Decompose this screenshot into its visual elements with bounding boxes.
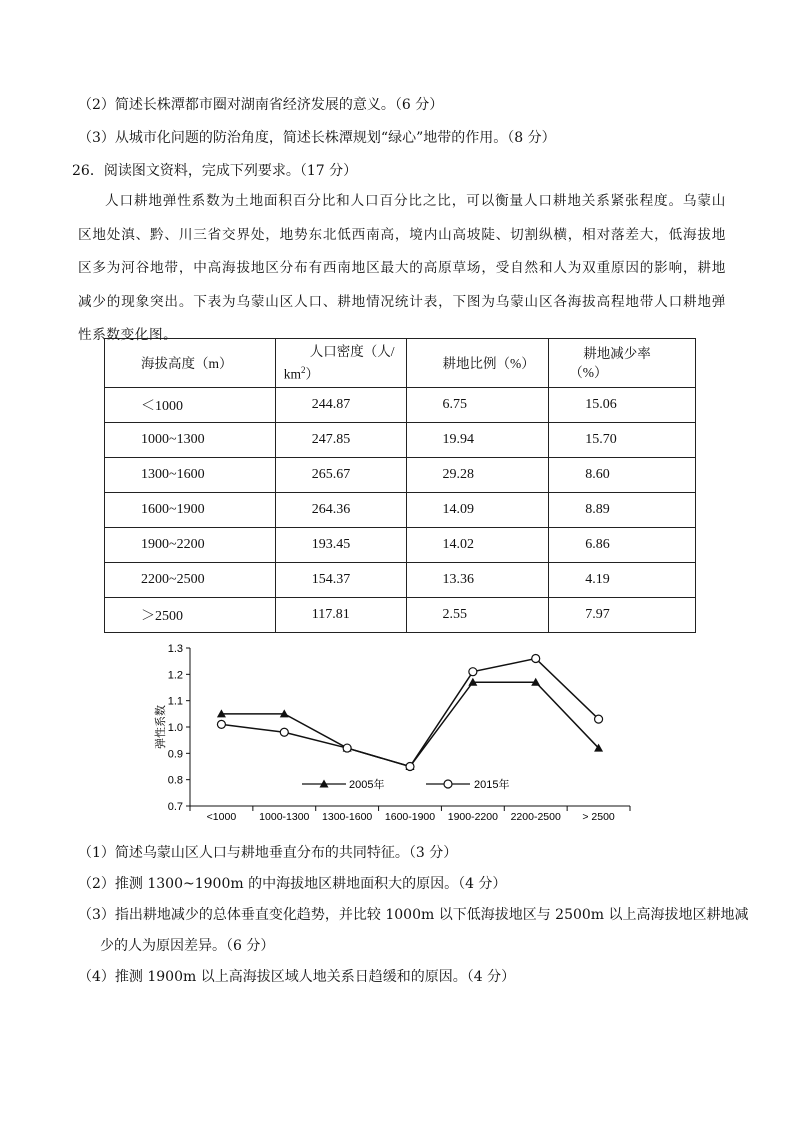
table-cell: 1000~1300 [105, 423, 276, 458]
y-axis-label: 弹性系数 [155, 705, 167, 749]
table-row [105, 598, 696, 633]
legend-marker-2015 [444, 780, 452, 788]
table-cell: 8.60 [549, 458, 696, 493]
sub-question-2: （2）推测 1300~1900m 的中海拔地区耕地面积大的原因。（4 分） [78, 876, 507, 892]
table-cell: 1600~1900 [105, 493, 276, 528]
table-cell: 19.94 [406, 423, 549, 458]
x-tick-label: 1900-2200 [447, 811, 498, 823]
table-cell: 13.36 [406, 563, 549, 598]
sub-question-3-cont: 少的人为原因差异。（6 分） [100, 938, 275, 954]
table-cell: ＞2500 [105, 598, 276, 633]
question-25-3: （3）从城市化问题的防治角度，简述长株潭规划“绿心”地带的作用。（8 分） [78, 130, 556, 146]
data-point-2015 [217, 720, 225, 728]
x-tick-label: > 2500 [582, 811, 615, 823]
table-cell: 15.06 [549, 388, 696, 423]
table-cell: 244.87 [275, 388, 406, 423]
data-point-2015 [595, 715, 603, 723]
table-cell: 8.89 [549, 493, 696, 528]
table-cell: 15.70 [549, 423, 696, 458]
y-tick-label: 0.8 [167, 774, 183, 787]
y-tick-label: 0.9 [167, 748, 183, 761]
table-cell: 6.75 [406, 388, 549, 423]
table-cell: 1900~2200 [105, 528, 276, 563]
table-cell: 4.19 [549, 563, 696, 598]
x-tick-label: 1600-1900 [384, 811, 436, 823]
legend-label-2005: 2005年 [349, 779, 385, 791]
table-cell: 264.36 [275, 493, 406, 528]
y-tick-label: 1.1 [167, 695, 183, 708]
table-cell: 117.81 [275, 598, 406, 633]
data-point-2015 [532, 655, 540, 663]
x-tick-label: 1300-1600 [322, 811, 373, 823]
table-cell: 2.55 [406, 598, 549, 633]
y-tick-label: 0.7 [167, 801, 183, 813]
header-farmland-ratio: 耕地比例（%） [406, 339, 549, 388]
table-cell: 7.97 [549, 598, 696, 633]
elasticity-line-chart [150, 640, 650, 825]
intro-paragraph: 人口耕地弹性系数为土地面积百分比和人口百分比之比，可以衡量人口耕地关系紧张程度。乌蒙山区地处滇、黔、川三省交界处，地势东北低西南高，境内山高坡陡、切割纵横，相对落差大，低海拔地区多为河谷地带，中高海拔地区分布有西南地区最大的高原草场，受自然和人为双重原因的影响，耕地减少的现象突出。下表为乌蒙山区人口、耕地情况统计表，下图为乌蒙山区各海拔高程地带人口耕地弹性系数变化图。 [78, 193, 726, 343]
header-reduction-rate: 耕地减少率 （%） [549, 339, 696, 388]
table-cell: 265.67 [275, 458, 406, 493]
data-point-2015 [280, 728, 288, 736]
x-tick-label: <1000 [206, 811, 237, 823]
data-point-2015 [406, 763, 414, 771]
problem-heading: 26．阅读图文资料，完成下列要求。（17 分） [72, 163, 358, 179]
table-cell: 6.86 [549, 528, 696, 563]
table-cell: 1300~1600 [105, 458, 276, 493]
x-tick-label: 1000-1300 [259, 811, 310, 823]
table-cell: 2200~2500 [105, 563, 276, 598]
sub-question-4: （4）推测 1900m 以上高海拔区域人地关系日趋缓和的原因。（4 分） [78, 969, 516, 985]
table-row [105, 388, 696, 423]
table-row [105, 493, 696, 528]
table-row [105, 563, 696, 598]
series-line-2015 [221, 659, 598, 767]
table-cell: 14.09 [406, 493, 549, 528]
x-tick-label: 2200-2500 [510, 811, 561, 823]
table-cell: 14.02 [406, 528, 549, 563]
table-cell: 193.45 [275, 528, 406, 563]
data-point-2015 [469, 668, 477, 676]
table-cell: ＜1000 [105, 388, 276, 423]
table-cell: 154.37 [275, 563, 406, 598]
question-25-2: （2）简述长株潭都市圈对湖南省经济发展的意义。（6 分） [78, 97, 444, 113]
y-tick-label: 1.0 [167, 722, 183, 734]
sub-question-1: （1）简述乌蒙山区人口与耕地垂直分布的共同特征。（3 分） [78, 845, 458, 861]
table-cell: 29.28 [406, 458, 549, 493]
table-row [105, 458, 696, 493]
y-tick-label: 1.3 [167, 643, 183, 655]
sub-question-3: （3）指出耕地减少的总体垂直变化趋势，并比较 1000m 以下低海拔地区与 2500m 以上高海拔地区耕地减 [78, 907, 749, 923]
series-line-2005 [221, 682, 598, 766]
data-point-2015 [343, 744, 351, 752]
table-header-row [105, 339, 696, 388]
header-density: 人口密度（人/ $km^2$） [275, 339, 406, 388]
table-cell: 247.85 [275, 423, 406, 458]
header-altitude: 海拔高度（m） [105, 339, 276, 388]
legend-label-2015: 2015年 [474, 779, 510, 791]
table-row [105, 423, 696, 458]
statistics-table [104, 338, 696, 633]
y-tick-label: 1.2 [167, 669, 183, 682]
table-row [105, 528, 696, 563]
